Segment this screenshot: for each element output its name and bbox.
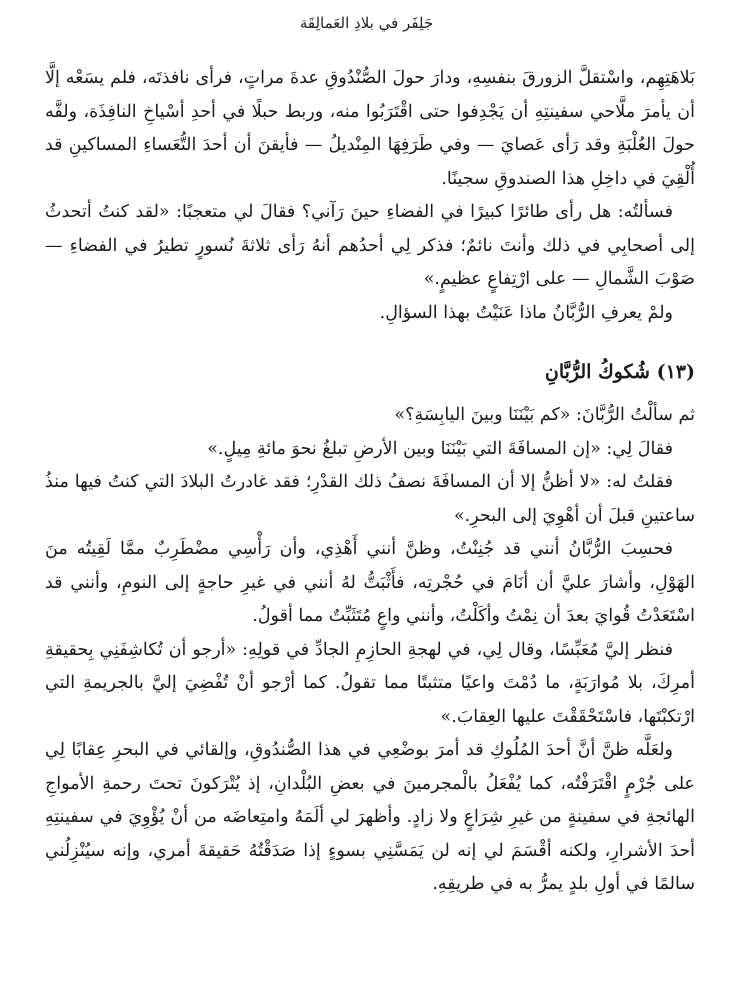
paragraph: فسألتُه: هل رأى طائرًا كبيرًا في الفضاءِ حينَ رَآني؟ فقالَ لي متعجبًا: «لقد كنتُ أتحدثُ إلى أصحابِي في ذلك وأنتَ نائمٌ؛ فذكر لِي أحدُهم أنهُ رَأى ثلاثةَ نُسورٍ تطيرُ في الفضاءِ — صَوْبَ الشَّمالِ — على ارْتِفاعٍ عظيمٍ.» bbox=[45, 202, 695, 289]
paragraph: ولعَلَّه ظنَّ أنَّ أحدَ المُلُوكِ قد أمرَ بوضْعِي في هذا الصُّندُوقِ، وإلقائي في البحرِ عِقابًا لِي على جُرْمٍ اقْتَرَفْتُه، كما يُفْعَلُ بالْمجرمينَ في بعضِ البُلْدانِ، إذ يُتْرَكونَ تحتَ رحمةِ الأمواجِ الهائجةِ في سفينةٍ من غيرِ شِرَاعٍ ولا زادٍ. وأظهرَ لي ألَمَهُ وامتِعاضَه من أنْ يُؤْوِيَ في سفينتِهِ أحدَ الأشرارِ، ولكنه أقْسَمَ لي إنه لن يَمَسَّنِي بسوءٍ إذا صَدَقْتُهُ حَقيقةَ أمري، وإنه سيُنْزِلُني سالمًا في أولِ بلدٍ يمرُّ به في طريقِهِ. bbox=[45, 740, 695, 894]
paragraph: ثم سألْتُ الرُّبَّانَ: «كم بَيْنَنَا وبينَ اليابِسَةِ؟» bbox=[394, 405, 695, 425]
paragraph: فقالَ لِي: «إن المسافَةَ التي بَيْنَنَا وبين الأرضِ تبلغُ نحوَ مائةِ مِيلٍ.» bbox=[207, 438, 673, 459]
paragraph: فنظر إليَّ مُعَبِّسًا، وقال لِي، في لهجةِ الحازِمِ الجادِّ في قولِهِ: «أرجو أن تُكاشِفَنِي بِحقيقةِ أمرِكَ، بلا مُوارَبَةٍ، ما دُمْتَ واعيًا متثبتًا مما تقولُ. كما أرْجو أنْ تُفْضِيَ إليَّ بالجريمةِ التي ارْتكبْتَها، فاسْتَحْقَقْتَ عليها العِقابَ.» bbox=[45, 639, 695, 727]
paragraph: فقلتُ له: «لا أظنُّ إلا أن المسافَةَ نصفُ ذلك القدْرِ؛ فقد غادرتُ البلادَ التي كنتُ فيها منذُ ساعتينِ قبلَ أن أهْوِيَ إلى البحرِ.» bbox=[45, 472, 695, 526]
running-header: جَلِفَر في بلادِ العَمالِقَة bbox=[299, 14, 434, 32]
paragraph: ولمْ يعرفِ الرُّبَّانُ ماذا عَنَيْتُ بهذا السؤالِ. bbox=[379, 302, 673, 323]
paragraph: فحسِبَ الرُّبَّانُ أنني قد جُنِنْتُ، وظنَّ أنني أَهْذِي، وأن رَأْسِي مضْطَرِبٌ ممَّا لَقِيتُه منَ الهَوْلِ، وأشارَ عليَّ أن أنَامَ في حُجْرتِه، فأَثْبَتُّ لهُ أنني في غيرِ حاجةٍ إلى النومِ، وأنني قد اسْتَعَدْتُ قُوايَ بعدَ أن نِمْتُ وأكَلْتُ، وأنني واعٍ مُتَثَبِّتٌ مما أقولُ. bbox=[45, 539, 695, 626]
section-heading: (١٣) شُكوكُ الرُّبَّانِ bbox=[544, 361, 695, 383]
body-text bbox=[45, 62, 695, 902]
paragraph: بَلاهَتِهِم، واسْتقلَّ الزورقَ بنفسِهِ، ودارَ حولَ الصُّنْدُوقِ عدةَ مراتٍ، فرأى نافذتَه، فلم يسَعْه إلَّا أن يأمرَ ملَّاحي سفينتِهِ أن يَجْدِفوا حتى اقْتَرَبُوا منه، وربط حبلًا في أحدِ أسْياخِ النافِذَة، ولفَّه حولَ العُلْبَةِ وقد رَأى عَصايَ — وفي طَرَفِهَا المِنْديلُ — فأيقنَ أن أحدَ التُّعَساءِ المساكينِ قد أُلْقِيَ في داخِلِ هذا الصندوقِ سجينًا. bbox=[45, 68, 695, 189]
